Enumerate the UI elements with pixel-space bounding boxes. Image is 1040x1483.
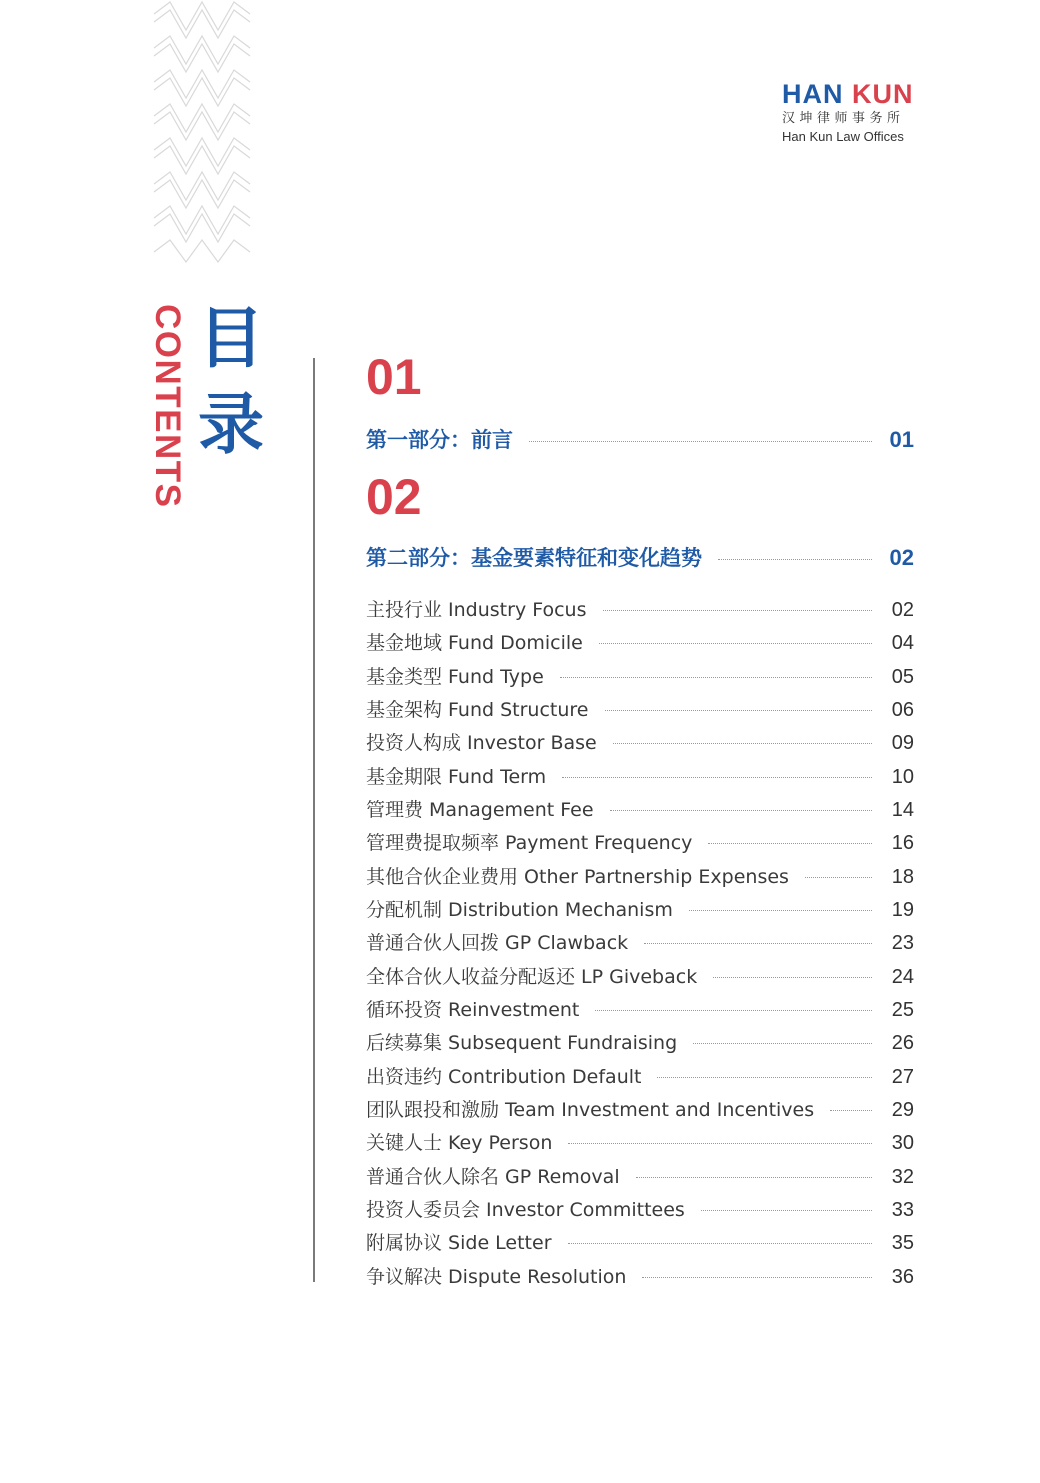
toc-part-title: 第二部分：基金要素特征和变化趋势 [366,546,702,570]
toc-part-row-02[interactable] [366,542,914,572]
toc-part-page: 02 [889,545,914,570]
leader-dots [560,677,872,678]
toc-item-page: 05 [891,666,914,688]
toc-item-label: 循环投资 Reinvestment [366,999,580,1021]
decorative-pattern [152,0,252,264]
logo-brand-han: HAN [782,79,844,109]
toc-item[interactable] [366,1195,914,1222]
toc-item-label: 投资人委员会 Investor Committees [366,1199,685,1221]
toc-item-page: 33 [891,1199,914,1221]
leader-dots [599,643,872,644]
toc-item-label: 关键人士 Key Person [366,1132,553,1154]
toc-item-label: 投资人构成 Investor Base [366,732,597,754]
toc-item-page: 36 [891,1266,914,1288]
toc-item-page: 30 [891,1132,914,1154]
leader-dots [701,1210,872,1211]
toc-item-page: 04 [891,632,914,654]
leader-dots [805,877,872,878]
toc-item-page: 35 [891,1232,914,1254]
leader-dots [689,910,872,911]
toc-item-page: 24 [891,966,914,988]
toc-item[interactable] [366,695,914,722]
toc-item[interactable] [366,662,914,689]
toc-item-page: 23 [891,932,914,954]
logo-brand [782,80,922,108]
toc-item-page: 02 [891,599,914,621]
toc-item-label: 后续募集 Subsequent Fundraising [366,1032,678,1054]
toc-heading-char-1: 目 [198,300,264,377]
toc-item-label: 基金地域 Fund Domicile [366,632,583,654]
toc-item-label: 普通合伙人除名 GP Removal [366,1166,620,1188]
toc-part-page: 01 [889,427,914,452]
leader-dots [610,810,872,811]
toc-item-label: 基金类型 Fund Type [366,666,544,688]
logo-english-name: Han Kun Law Offices [782,129,904,144]
leader-dots [568,1143,872,1144]
toc-item[interactable] [366,795,914,822]
toc-item-label: 管理费 Management Fee [366,799,594,821]
toc-item-label: 基金架构 Fund Structure [366,699,589,721]
toc-item-page: 32 [891,1166,914,1188]
leader-dots [657,1077,872,1078]
leader-dots [644,943,872,944]
leader-dots [713,977,872,978]
leader-dots [605,710,873,711]
toc-item-page: 26 [891,1032,914,1054]
toc-item[interactable] [366,1228,914,1255]
toc-item-page: 19 [891,899,914,921]
toc-item-label: 基金期限 Fund Term [366,766,547,788]
toc-heading [198,296,270,468]
leader-dots [613,743,872,744]
toc-item-page: 25 [891,999,914,1021]
leader-dots [642,1277,872,1278]
toc-item[interactable] [366,1028,914,1055]
toc-item[interactable] [366,895,914,922]
leader-dots [718,559,872,560]
toc-item-label: 管理费提取频率 Payment Frequency [366,832,693,854]
toc-item[interactable] [366,628,914,655]
toc-item[interactable] [366,1062,914,1089]
toc-item[interactable] [366,1262,914,1289]
leader-dots [562,777,872,778]
toc-item-page: 27 [891,1066,914,1088]
toc-item[interactable] [366,1162,914,1189]
toc-item-page: 09 [891,732,914,754]
toc-item[interactable] [366,595,914,622]
toc-item-label: 出资违约 Contribution Default [366,1066,642,1088]
toc-item[interactable] [366,928,914,955]
leader-dots [693,1043,872,1044]
toc-item[interactable] [366,728,914,755]
toc-item-label: 争议解决 Dispute Resolution [366,1266,627,1288]
leader-dots [603,610,873,611]
toc-item-label: 主投行业 Industry Focus [366,599,587,621]
toc-item[interactable] [366,1095,914,1122]
toc-item-label: 分配机制 Distribution Mechanism [366,899,673,921]
toc-heading-char-2: 录 [198,386,264,463]
toc-item-label: 其他合伙企业费用 Other Partnership Expenses [366,866,789,888]
toc-part-row-01[interactable] [366,424,914,454]
toc-item-label: 团队跟投和激励 Team Investment and Incentives [366,1099,815,1121]
toc-item[interactable] [366,962,914,989]
leader-dots [830,1110,872,1111]
toc-item-page: 06 [891,699,914,721]
toc-item-label: 全体合伙人收益分配返还 LP Giveback [366,966,698,988]
leader-dots [708,843,872,844]
toc-item-page: 10 [891,766,914,788]
logo-brand-kun: KUN [852,79,914,109]
hankun-logo [782,80,922,145]
toc-item-page: 18 [891,866,914,888]
leader-dots [595,1010,872,1011]
contents-vertical-text: CONTENTS [148,304,187,509]
contents-vertical-label [148,304,187,509]
toc-item[interactable] [366,1128,914,1155]
toc-item-page: 14 [891,799,914,821]
part-number-02: 02 [366,469,422,525]
toc-item[interactable] [366,995,914,1022]
leader-dots [636,1177,872,1178]
toc-part-title: 第一部分：前言 [366,428,513,452]
logo-chinese-name: 汉坤律师事务所 [782,111,905,126]
toc-item[interactable] [366,828,914,855]
toc-item-page: 29 [891,1099,914,1121]
toc-item-label: 普通合伙人回拨 GP Clawback [366,932,629,954]
toc-item[interactable] [366,862,914,889]
toc-item-page: 16 [891,832,914,854]
leader-dots [529,441,872,442]
leader-dots [568,1243,872,1244]
toc-item-label: 附属协议 Side Letter [366,1232,552,1254]
toc-item[interactable] [366,762,914,789]
divider-line [313,358,315,1282]
part-number-01: 01 [366,349,422,405]
